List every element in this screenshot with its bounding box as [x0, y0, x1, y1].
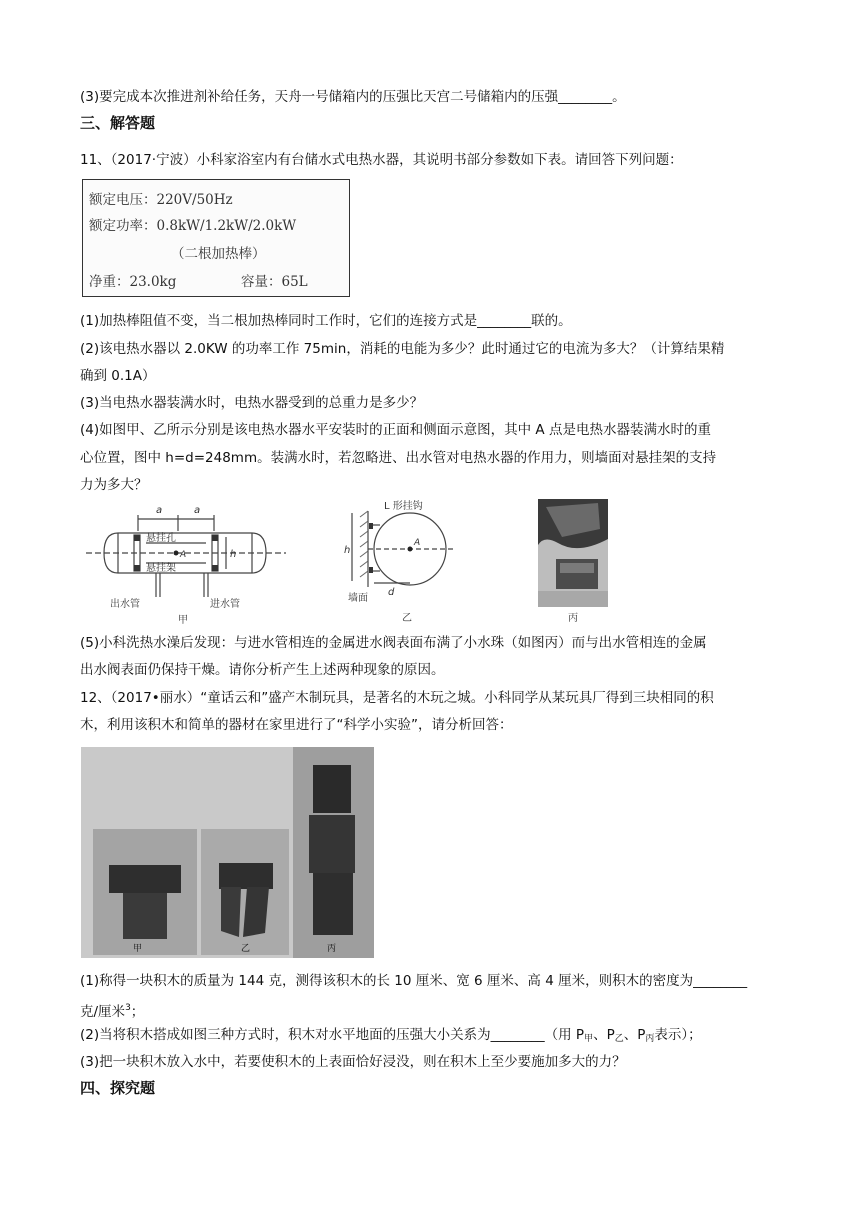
q12-part2-sub1: 甲 — [584, 1034, 594, 1044]
fig1-label-inlet: 进水管 — [210, 599, 240, 610]
blocks-photo — [81, 747, 374, 958]
q12-stem-b: 木，利用该积木和简单的器材在家里进行了“科学小实验”，请分析回答： — [80, 717, 513, 733]
fig4-caption-2: 乙 — [241, 944, 251, 954]
q11-part2-a: (2)该电热水器以 2.0KW 的功率工作 75min，消耗的电能为多少？此时通过它的电流为多大？（计算结果精 — [80, 341, 725, 357]
q12-part1-unit-end: ； — [130, 1004, 145, 1020]
fig1-label-h: h — [230, 549, 237, 560]
q11-part5-a: (5)小科洗热水澡后发现：与进水管相连的金属进水阀表面布满了小水珠（如图丙）而与出水管相连的金属 — [80, 635, 707, 651]
fig2-caption: 乙 — [402, 613, 412, 624]
fig1-label-a1: a — [156, 505, 163, 516]
fig1-label-a2: a — [194, 505, 201, 516]
fig2-label-hook: L 形挂钩 — [384, 501, 423, 512]
fig1-caption: 甲 — [178, 615, 188, 626]
q12-part2-text: (2)当将积木搭成如图三种方式时，积木对水平地面的压强大小关系为________（用 P — [80, 1027, 585, 1043]
q12-part1-unit-sup: 3 — [125, 1003, 131, 1013]
fig2-label-A: A — [414, 538, 421, 548]
q12-part1-b — [80, 999, 144, 1021]
section-heading-3: 三、解答题 — [80, 114, 156, 132]
blocks-photo-drawing — [81, 747, 374, 958]
q10-part3: (3)要完成本次推进剂补给任务，天舟一号储箱内的压强比天宫二号储箱内的压强________。 — [80, 89, 626, 105]
q12-part2-end: 表示）； — [654, 1027, 702, 1043]
spec-rods: （二根加热棒） — [171, 246, 266, 262]
fig1-label-hole: 悬挂孔 — [146, 533, 176, 544]
q12-part2-sub2: 乙 — [614, 1034, 624, 1044]
q12-part3: (3)把一块积木放入水中，若要使积木的上表面恰好浸没，则在积木上至少要施加多大的力？ — [80, 1054, 626, 1070]
fig2-label-d: d — [388, 587, 395, 598]
fig1-label-frame: 悬挂架 — [146, 563, 176, 574]
spec-power: 额定功率：0.8kW/1.2kW/2.0kW — [89, 218, 297, 234]
fig4-caption-3: 丙 — [327, 944, 337, 954]
q11-part4-a: (4)如图甲、乙所示分别是该电热水器水平安装时的正面和侧面示意图，其中 A 点是电热水器装满水时的重 — [80, 422, 711, 438]
heater-side-diagram — [344, 497, 464, 627]
q11-part5-b: 出水阀表面仍保持干燥。请你分析产生上述两种现象的原因。 — [80, 662, 445, 678]
q12-part1-a: (1)称得一块积木的质量为 144 克，测得该积木的长 10 厘米、宽 6 厘米、高 4 厘米，则积木的密度为________ — [80, 973, 748, 989]
q12-part2-sep2: 、P — [623, 1027, 646, 1043]
q11-part3: (3)当电热水器装满水时，电热水器受到的总重力是多少？ — [80, 395, 424, 411]
q11-part4-c: 力为多大？ — [80, 477, 148, 493]
spec-voltage: 额定电压：220V/50Hz — [89, 192, 233, 208]
fig3-caption: 丙 — [568, 613, 578, 624]
spec-capacity: 容量：65L — [241, 274, 308, 290]
spec-weight: 净重：23.0kg — [89, 274, 177, 290]
section-heading-4: 四、探究题 — [80, 1079, 156, 1097]
q12-stem-a: 12、（2017•丽水）“童话云和”盛产木制玩具，是著名的木玩之城。小科同学从某玩具厂得到三块相同的积 — [80, 690, 714, 706]
q11-part1: (1)加热棒阻值不变，当二根加热棒同时工作时，它们的连接方式是________联的。 — [80, 313, 572, 329]
heater-front-diagram — [86, 497, 316, 627]
fig1-label-A: A — [180, 550, 187, 560]
q12-part2 — [80, 1026, 702, 1048]
spec-table — [82, 179, 350, 297]
valve-photo — [538, 499, 608, 625]
fig2-label-wall: 墙面 — [348, 593, 368, 604]
q12-part2-sub3: 丙 — [645, 1034, 655, 1044]
q12-part1-unit: 克/厘米 — [80, 1004, 126, 1020]
fig1-label-outlet: 出水管 — [110, 599, 140, 610]
q12-part2-sep1: 、P — [593, 1027, 615, 1043]
q11-part4-b: 心位置，图中 h=d=248mm。装满水时，若忽略进、出水管对电热水器的作用力，则墙面对悬挂架的支持 — [80, 450, 717, 466]
q11-part2-b: 确到 0.1A） — [80, 368, 156, 384]
q11-stem: 11、（2017·宁波）小科家浴室内有台储水式电热水器，其说明书部分参数如下表。请回答下列问题： — [80, 152, 683, 168]
fig2-label-h: h — [344, 545, 351, 556]
fig4-caption-1: 甲 — [133, 944, 143, 954]
